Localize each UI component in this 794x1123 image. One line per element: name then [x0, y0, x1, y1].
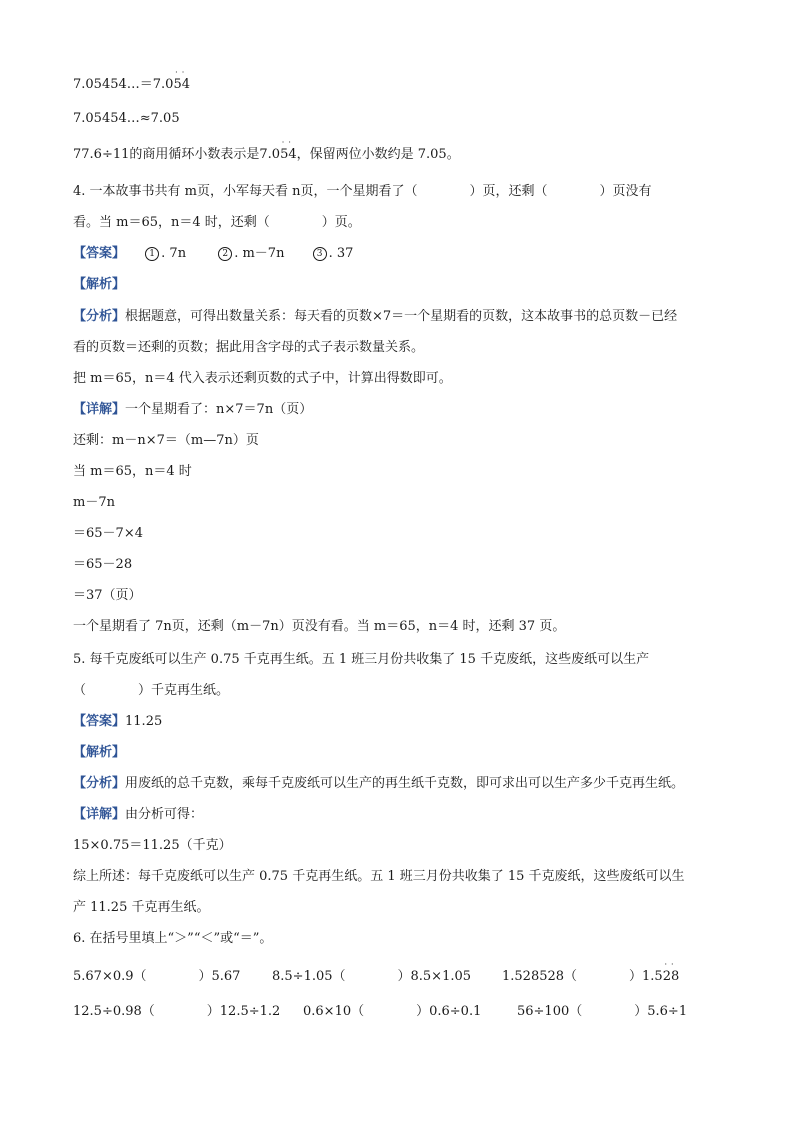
q4-jiexi-tag: 【解析】 [73, 277, 126, 292]
text: 用废纸的总千克数，乘每千克废纸可以生产的再生纸千克数，即可求出可以生产多少千克再生纸。 [125, 776, 685, 791]
q4-xiangjie-line4: m－7n [73, 495, 115, 510]
text: 由分析可得： [125, 807, 204, 822]
circle-number: 1 [145, 247, 159, 261]
text: ，保留两位小数约是 7.05。 [296, 147, 460, 162]
q4-stem-line2: 看。当 m＝65，n＝4 时，还剩（ ）页。 [73, 215, 361, 230]
q6-item-2: 8.5÷1.05（ ）8.5×1.05 [272, 969, 472, 984]
q6-item-6: 56÷100（ ）5.6÷1 [517, 1004, 688, 1019]
q4-xiangjie-line2: 还剩：m－n×7＝（m—7n）页 [73, 433, 259, 448]
text: 28 [662, 969, 680, 984]
repeating-digits [662, 960, 680, 986]
xiangjie-tag: 【详解】 [73, 402, 126, 417]
q4-xiangjie-line8: 一个星期看了 7n页，还剩（m－7n）页没有看。当 m＝65，n＝4 时，还剩 37 页。 [73, 619, 566, 634]
q4-xiangjie-line7: ＝37（页） [73, 588, 142, 603]
circle-number: 2 [218, 247, 232, 261]
q5-xiangjie-line1 [73, 806, 203, 824]
repeat-dots: ·· [664, 960, 678, 969]
q5-answer [73, 713, 162, 731]
q4-xiangjie-line1 [73, 401, 312, 419]
text: 根据题意，可得出数量关系：每天看的页数×7＝一个星期看的页数，这本故事书的总页数－已经 [125, 309, 678, 324]
line-repeating-decimal-1 [73, 68, 190, 94]
circle-number: 3 [313, 247, 327, 261]
answer-value: 11.25 [125, 714, 163, 729]
repeating-digits [280, 138, 297, 164]
q5-stem-line1: 5. 每千克废纸可以生产 0.75 千克再生纸。五 1 班三月份共收集了 15 千克废纸，这些废纸可以生产 [73, 652, 650, 667]
xiangjie-tag: 【详解】 [73, 807, 126, 822]
q5-stem-line2: （ ）千克再生纸。 [73, 683, 230, 698]
q5-xiangjie-line2: 15×0.75＝11.25（千克） [73, 838, 232, 853]
text: 54 [173, 77, 190, 92]
text: 1.528528（ ） [502, 969, 643, 984]
text: 77.6÷11的商用循环小数表示是 [73, 147, 260, 162]
answer-tag: 【答案】 [73, 246, 126, 261]
text: 7.0 [152, 77, 174, 92]
text: 54 [280, 147, 297, 162]
q5-fenxi [73, 775, 684, 793]
repeat-dots: ·· [175, 68, 189, 77]
q6-item-4: 12.5÷0.98（ ）12.5÷1.2 [73, 1004, 281, 1019]
q4-stem-line1: 4. 一本故事书共有 m页，小军每天看 n页，一个星期看了（ ）页，还剩（ ）页没有 [73, 184, 652, 199]
q6-title: 6. 在括号里填上“＞”“＜”或“＝”。 [73, 931, 273, 946]
line-conclusion [73, 138, 460, 164]
answer-tag: 【答案】 [73, 714, 126, 729]
text: 1.5 [642, 969, 663, 984]
q4-fenxi-line2: 看的页数＝还剩的页数；据此用含字母的式子表示数量关系。 [73, 340, 425, 355]
q4-xiangjie-line5: ＝65－7×4 [73, 526, 143, 541]
q6-item-3 [502, 960, 680, 986]
text: 一个星期看了：n×7＝7n（页） [125, 402, 313, 417]
answer-1: . 7n [161, 246, 187, 261]
answer-3: . 37 [328, 246, 354, 261]
q4-xiangjie-line6: ＝65－28 [73, 557, 133, 572]
line-approx: 7.05454…≈7.05 [73, 111, 180, 126]
answer-2: . m－7n [234, 246, 285, 261]
q4-answer [73, 245, 353, 263]
q6-item-5: 0.6×10（ ）0.6÷0.1 [303, 1004, 482, 1019]
text: 7.0 [259, 147, 281, 162]
fenxi-tag: 【分析】 [73, 309, 126, 324]
q5-xiangjie-line3: 综上所述：每千克废纸可以生产 0.75 千克再生纸。五 1 班三月份共收集了 15 千克废纸，这些废纸可以生 [73, 869, 685, 884]
repeat-dots: ·· [281, 138, 295, 147]
q5-xiangjie-line4: 产 11.25 千克再生纸。 [73, 900, 210, 915]
fenxi-tag: 【分析】 [73, 776, 126, 791]
q4-fenxi-line3: 把 m＝65，n＝4 代入表示还剩页数的式子中，计算出得数即可。 [73, 371, 452, 386]
repeating-digits [173, 68, 190, 94]
q4-xiangjie-line3: 当 m＝65，n＝4 时 [73, 464, 192, 479]
q6-item-1: 5.67×0.9（ ）5.67 [73, 969, 241, 984]
text: 7.05454…＝ [73, 77, 153, 92]
q4-fenxi-line1 [73, 308, 677, 326]
q5-jiexi-tag: 【解析】 [73, 745, 126, 760]
